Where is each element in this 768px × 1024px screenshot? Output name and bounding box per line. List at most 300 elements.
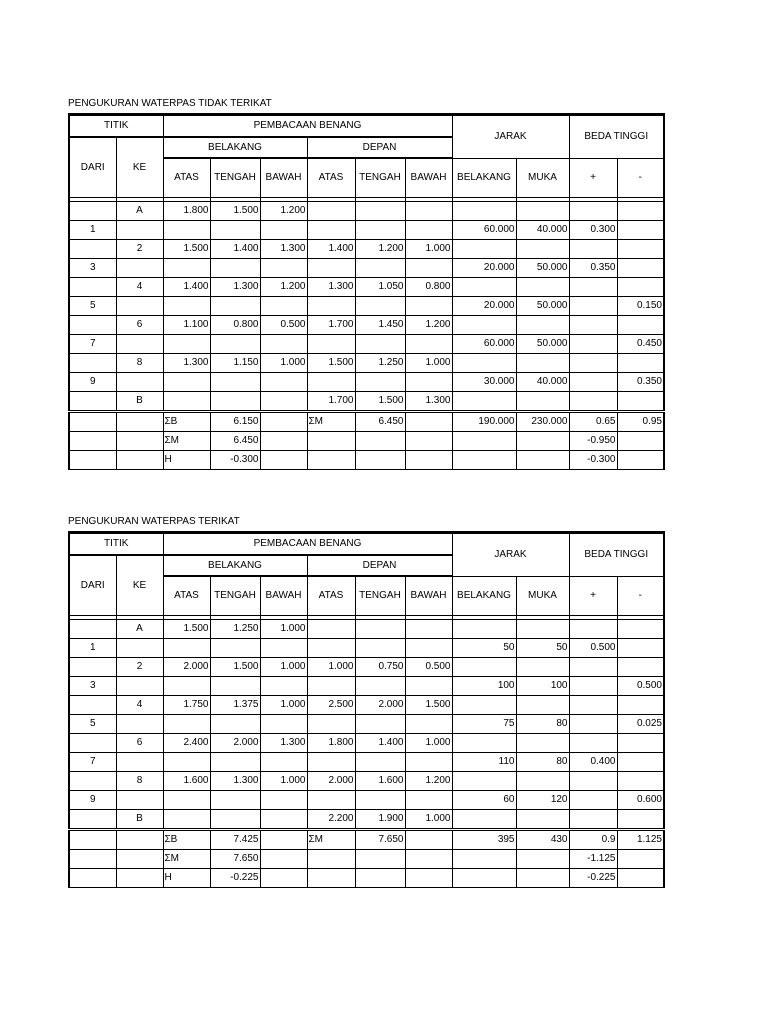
table-title: PENGUKURAN WATERPAS TIDAK TERIKAT xyxy=(68,98,272,109)
cell-beda-minus: 0.025 xyxy=(617,715,664,734)
summary-cell-dari xyxy=(69,850,116,869)
table-row xyxy=(69,335,664,354)
summary-cell-ke xyxy=(116,850,163,869)
cell-belakang-atas xyxy=(163,791,210,810)
summary-cell-ke xyxy=(116,432,163,451)
summary-cell-belakang-bawah xyxy=(260,869,307,888)
cell-jarak-muka xyxy=(516,240,569,259)
cell-dari: 7 xyxy=(69,753,116,772)
cell-belakang-atas xyxy=(163,392,210,412)
cell-depan-tengah xyxy=(355,639,405,658)
header-jarak-belakang: BELAKANG xyxy=(452,158,516,198)
cell-jarak-belakang xyxy=(452,316,516,335)
cell-depan-bawah: 1.000 xyxy=(405,354,452,373)
cell-beda-minus xyxy=(617,734,664,753)
cell-depan-atas: 1.800 xyxy=(307,734,355,753)
cell-depan-atas xyxy=(307,259,355,278)
cell-ke xyxy=(116,677,163,696)
cell-jarak-muka: 40.000 xyxy=(516,221,569,240)
cell-belakang-bawah xyxy=(260,791,307,810)
cell-beda-plus xyxy=(569,791,617,810)
summary-cell-depan-atas: ΣM xyxy=(307,830,355,850)
cell-belakang-tengah: 1.250 xyxy=(210,620,260,639)
cell-dari: 9 xyxy=(69,791,116,810)
cell-dari xyxy=(69,620,116,639)
header-belakang-tengah: TENGAH xyxy=(210,158,260,198)
table-row xyxy=(69,620,664,639)
header-ke: KE xyxy=(116,137,163,198)
table-title: PENGUKURAN WATERPAS TERIKAT xyxy=(68,516,240,527)
summary-cell-belakang-atas: ΣB xyxy=(163,830,210,850)
cell-beda-plus xyxy=(569,202,617,221)
summary-cell-depan-tengah: 6.450 xyxy=(355,412,405,432)
cell-belakang-bawah: 1.000 xyxy=(260,658,307,677)
summary-row xyxy=(69,432,664,451)
summary-cell-belakang-tengah: 7.650 xyxy=(210,850,260,869)
header-depan-tengah: TENGAH xyxy=(355,576,405,616)
cell-dari: 9 xyxy=(69,373,116,392)
cell-depan-tengah xyxy=(355,259,405,278)
cell-belakang-tengah xyxy=(210,373,260,392)
cell-depan-bawah: 1.200 xyxy=(405,772,452,791)
cell-jarak-belakang xyxy=(452,696,516,715)
cell-belakang-tengah xyxy=(210,810,260,830)
cell-depan-tengah: 1.050 xyxy=(355,278,405,297)
summary-cell-beda-plus: -1.125 xyxy=(569,850,617,869)
cell-depan-bawah xyxy=(405,791,452,810)
cell-belakang-bawah: 1.000 xyxy=(260,620,307,639)
summary-cell-belakang-tengah: -0.300 xyxy=(210,451,260,470)
cell-depan-atas: 1.300 xyxy=(307,278,355,297)
cell-depan-bawah: 1.000 xyxy=(405,240,452,259)
header-titik: TITIK xyxy=(69,115,163,138)
cell-depan-atas xyxy=(307,715,355,734)
cell-belakang-bawah: 1.000 xyxy=(260,696,307,715)
cell-jarak-belakang: 30.000 xyxy=(452,373,516,392)
cell-depan-tengah xyxy=(355,677,405,696)
summary-cell-depan-atas xyxy=(307,869,355,888)
cell-jarak-muka xyxy=(516,734,569,753)
cell-jarak-belakang xyxy=(452,278,516,297)
cell-belakang-tengah: 1.500 xyxy=(210,658,260,677)
cell-jarak-belakang: 20.000 xyxy=(452,297,516,316)
cell-depan-bawah xyxy=(405,202,452,221)
cell-beda-plus xyxy=(569,373,617,392)
cell-depan-bawah xyxy=(405,335,452,354)
table-row xyxy=(69,259,664,278)
header-depan-bawah: BAWAH xyxy=(405,576,452,616)
cell-belakang-tengah: 1.500 xyxy=(210,202,260,221)
summary-cell-beda-plus: 0.9 xyxy=(569,830,617,850)
cell-dari xyxy=(69,734,116,753)
cell-depan-bawah xyxy=(405,620,452,639)
cell-beda-minus xyxy=(617,354,664,373)
cell-jarak-belakang xyxy=(452,354,516,373)
summary-cell-belakang-tengah: 6.450 xyxy=(210,432,260,451)
cell-jarak-muka xyxy=(516,202,569,221)
cell-jarak-muka: 80 xyxy=(516,715,569,734)
cell-ke: 6 xyxy=(116,316,163,335)
cell-depan-atas xyxy=(307,335,355,354)
cell-depan-atas: 2.000 xyxy=(307,772,355,791)
cell-beda-plus xyxy=(569,677,617,696)
summary-cell-ke xyxy=(116,451,163,470)
cell-jarak-muka xyxy=(516,658,569,677)
cell-dari xyxy=(69,810,116,830)
cell-jarak-belakang: 75 xyxy=(452,715,516,734)
survey-table xyxy=(68,113,665,470)
cell-jarak-muka xyxy=(516,354,569,373)
header-beda-tinggi: BEDA TINGGI xyxy=(569,533,664,577)
cell-belakang-bawah xyxy=(260,297,307,316)
cell-ke xyxy=(116,753,163,772)
cell-depan-tengah xyxy=(355,715,405,734)
summary-cell-beda-minus xyxy=(617,850,664,869)
summary-cell-belakang-bawah xyxy=(260,451,307,470)
summary-cell-beda-plus: -0.300 xyxy=(569,451,617,470)
cell-beda-plus xyxy=(569,696,617,715)
cell-ke: B xyxy=(116,810,163,830)
cell-depan-bawah xyxy=(405,677,452,696)
cell-dari xyxy=(69,354,116,373)
cell-belakang-tengah: 0.800 xyxy=(210,316,260,335)
table-row xyxy=(69,297,664,316)
cell-beda-plus xyxy=(569,297,617,316)
cell-beda-plus xyxy=(569,392,617,412)
cell-ke xyxy=(116,259,163,278)
table-row xyxy=(69,278,664,297)
cell-ke xyxy=(116,221,163,240)
cell-depan-atas: 1.700 xyxy=(307,316,355,335)
cell-ke: A xyxy=(116,202,163,221)
cell-depan-atas: 1.400 xyxy=(307,240,355,259)
table-row xyxy=(69,373,664,392)
cell-depan-bawah: 0.800 xyxy=(405,278,452,297)
summary-cell-belakang-atas: H xyxy=(163,869,210,888)
cell-belakang-bawah xyxy=(260,639,307,658)
header-dari: DARI xyxy=(69,137,116,198)
table-row xyxy=(69,791,664,810)
cell-belakang-tengah xyxy=(210,221,260,240)
summary-cell-ke xyxy=(116,830,163,850)
cell-belakang-tengah xyxy=(210,297,260,316)
survey-table xyxy=(68,531,665,888)
cell-depan-atas: 2.500 xyxy=(307,696,355,715)
cell-belakang-atas: 1.300 xyxy=(163,354,210,373)
cell-jarak-muka xyxy=(516,810,569,830)
cell-beda-minus xyxy=(617,202,664,221)
cell-dari: 1 xyxy=(69,639,116,658)
cell-beda-plus xyxy=(569,658,617,677)
header-belakang-atas: ATAS xyxy=(163,158,210,198)
summary-cell-belakang-bawah xyxy=(260,432,307,451)
table-row xyxy=(69,354,664,373)
cell-belakang-atas: 2.400 xyxy=(163,734,210,753)
cell-jarak-muka: 120 xyxy=(516,791,569,810)
summary-cell-depan-atas xyxy=(307,850,355,869)
cell-belakang-tengah xyxy=(210,753,260,772)
summary-cell-depan-tengah xyxy=(355,850,405,869)
header-belakang-tengah: TENGAH xyxy=(210,576,260,616)
table-row xyxy=(69,715,664,734)
cell-jarak-belakang xyxy=(452,658,516,677)
cell-jarak-belakang: 60 xyxy=(452,791,516,810)
summary-cell-jarak-belakang xyxy=(452,451,516,470)
table-row xyxy=(69,753,664,772)
cell-belakang-bawah xyxy=(260,335,307,354)
cell-beda-minus xyxy=(617,278,664,297)
summary-cell-belakang-tengah: 6.150 xyxy=(210,412,260,432)
header-belakang-bawah: BAWAH xyxy=(260,158,307,198)
cell-depan-atas xyxy=(307,620,355,639)
summary-cell-depan-bawah xyxy=(405,850,452,869)
cell-beda-minus xyxy=(617,696,664,715)
cell-belakang-tengah xyxy=(210,791,260,810)
cell-dari xyxy=(69,696,116,715)
summary-cell-jarak-belakang: 395 xyxy=(452,830,516,850)
header-beda-minus: - xyxy=(617,158,664,198)
cell-ke xyxy=(116,373,163,392)
table-row xyxy=(69,696,664,715)
cell-belakang-bawah xyxy=(260,753,307,772)
cell-depan-tengah: 1.250 xyxy=(355,354,405,373)
cell-depan-atas xyxy=(307,677,355,696)
cell-depan-atas xyxy=(307,753,355,772)
cell-beda-minus xyxy=(617,639,664,658)
summary-cell-jarak-muka xyxy=(516,451,569,470)
cell-beda-plus xyxy=(569,316,617,335)
table-row xyxy=(69,316,664,335)
cell-jarak-belakang xyxy=(452,240,516,259)
cell-dari xyxy=(69,658,116,677)
cell-depan-atas xyxy=(307,202,355,221)
cell-jarak-belakang xyxy=(452,392,516,412)
table-row xyxy=(69,392,664,412)
header-pembacaan-benang: PEMBACAAN BENANG xyxy=(163,533,452,556)
cell-depan-bawah xyxy=(405,373,452,392)
header-jarak-muka: MUKA xyxy=(516,158,569,198)
summary-cell-depan-bawah xyxy=(405,451,452,470)
cell-jarak-belakang: 60.000 xyxy=(452,221,516,240)
cell-jarak-belakang: 50 xyxy=(452,639,516,658)
summary-row xyxy=(69,869,664,888)
cell-depan-tengah: 0.750 xyxy=(355,658,405,677)
cell-jarak-belakang: 60.000 xyxy=(452,335,516,354)
cell-belakang-atas: 1.500 xyxy=(163,620,210,639)
summary-cell-belakang-atas: H xyxy=(163,451,210,470)
cell-beda-minus: 0.500 xyxy=(617,677,664,696)
summary-cell-jarak-muka xyxy=(516,850,569,869)
cell-belakang-bawah xyxy=(260,810,307,830)
cell-dari: 5 xyxy=(69,297,116,316)
cell-beda-minus xyxy=(617,392,664,412)
cell-beda-plus xyxy=(569,335,617,354)
cell-dari xyxy=(69,240,116,259)
cell-belakang-tengah xyxy=(210,639,260,658)
cell-belakang-atas: 2.000 xyxy=(163,658,210,677)
cell-beda-plus xyxy=(569,354,617,373)
cell-belakang-bawah: 1.200 xyxy=(260,278,307,297)
summary-cell-ke xyxy=(116,412,163,432)
cell-belakang-bawah: 1.200 xyxy=(260,202,307,221)
cell-ke: 6 xyxy=(116,734,163,753)
cell-depan-atas xyxy=(307,791,355,810)
cell-belakang-bawah xyxy=(260,392,307,412)
summary-cell-dari xyxy=(69,830,116,850)
cell-belakang-bawah xyxy=(260,221,307,240)
cell-ke xyxy=(116,715,163,734)
cell-beda-minus xyxy=(617,221,664,240)
cell-beda-minus xyxy=(617,620,664,639)
header-belakang-bawah: BAWAH xyxy=(260,576,307,616)
cell-belakang-tengah xyxy=(210,677,260,696)
header-jarak: JARAK xyxy=(452,533,569,577)
cell-jarak-muka: 100 xyxy=(516,677,569,696)
cell-belakang-tengah: 1.150 xyxy=(210,354,260,373)
summary-cell-belakang-bawah xyxy=(260,850,307,869)
cell-dari xyxy=(69,772,116,791)
cell-beda-plus xyxy=(569,715,617,734)
summary-cell-dari xyxy=(69,451,116,470)
cell-ke: 4 xyxy=(116,278,163,297)
header-jarak-belakang: BELAKANG xyxy=(452,576,516,616)
summary-cell-jarak-muka xyxy=(516,432,569,451)
cell-beda-minus xyxy=(617,658,664,677)
table-row xyxy=(69,240,664,259)
header-beda-minus: - xyxy=(617,576,664,616)
cell-jarak-muka xyxy=(516,278,569,297)
cell-jarak-muka: 40.000 xyxy=(516,373,569,392)
cell-depan-atas: 2.200 xyxy=(307,810,355,830)
header-belakang-atas: ATAS xyxy=(163,576,210,616)
cell-ke xyxy=(116,297,163,316)
cell-depan-atas: 1.700 xyxy=(307,392,355,412)
cell-beda-plus: 0.500 xyxy=(569,639,617,658)
cell-jarak-belakang: 20.000 xyxy=(452,259,516,278)
cell-ke: 2 xyxy=(116,240,163,259)
header-ke: KE xyxy=(116,555,163,616)
cell-dari: 7 xyxy=(69,335,116,354)
cell-beda-plus: 0.350 xyxy=(569,259,617,278)
summary-cell-beda-minus xyxy=(617,432,664,451)
cell-jarak-muka: 50.000 xyxy=(516,297,569,316)
cell-depan-bawah: 1.500 xyxy=(405,696,452,715)
summary-cell-jarak-belakang: 190.000 xyxy=(452,412,516,432)
header-depan-bawah: BAWAH xyxy=(405,158,452,198)
cell-depan-bawah xyxy=(405,639,452,658)
table-row xyxy=(69,639,664,658)
header-beda-tinggi: BEDA TINGGI xyxy=(569,115,664,159)
cell-beda-minus xyxy=(617,810,664,830)
cell-dari xyxy=(69,278,116,297)
cell-dari: 5 xyxy=(69,715,116,734)
cell-belakang-bawah: 1.000 xyxy=(260,772,307,791)
summary-row xyxy=(69,451,664,470)
summary-cell-dari xyxy=(69,869,116,888)
cell-jarak-muka xyxy=(516,696,569,715)
cell-belakang-atas: 1.400 xyxy=(163,278,210,297)
header-depan: DEPAN xyxy=(307,555,452,576)
cell-beda-plus xyxy=(569,810,617,830)
header-depan-atas: ATAS xyxy=(307,576,355,616)
cell-belakang-bawah xyxy=(260,677,307,696)
summary-cell-jarak-belakang xyxy=(452,432,516,451)
cell-depan-bawah: 1.000 xyxy=(405,810,452,830)
cell-belakang-tengah xyxy=(210,259,260,278)
cell-depan-bawah: 1.000 xyxy=(405,734,452,753)
header-belakang: BELAKANG xyxy=(163,555,307,576)
cell-belakang-bawah: 1.300 xyxy=(260,734,307,753)
table-row xyxy=(69,202,664,221)
table-row xyxy=(69,658,664,677)
cell-dari: 3 xyxy=(69,677,116,696)
cell-jarak-belakang xyxy=(452,620,516,639)
summary-cell-depan-bawah xyxy=(405,412,452,432)
cell-depan-tengah xyxy=(355,791,405,810)
summary-cell-belakang-tengah: 7.425 xyxy=(210,830,260,850)
cell-depan-atas xyxy=(307,373,355,392)
summary-cell-depan-bawah xyxy=(405,869,452,888)
cell-ke: 8 xyxy=(116,772,163,791)
cell-belakang-atas xyxy=(163,259,210,278)
summary-cell-depan-bawah xyxy=(405,432,452,451)
summary-row xyxy=(69,830,664,850)
cell-ke xyxy=(116,335,163,354)
header-beda-plus: + xyxy=(569,158,617,198)
header-depan-atas: ATAS xyxy=(307,158,355,198)
cell-beda-minus xyxy=(617,240,664,259)
cell-depan-bawah: 1.200 xyxy=(405,316,452,335)
header-beda-plus: + xyxy=(569,576,617,616)
summary-cell-depan-tengah: 7.650 xyxy=(355,830,405,850)
cell-beda-minus: 0.600 xyxy=(617,791,664,810)
cell-dari xyxy=(69,316,116,335)
cell-jarak-belakang xyxy=(452,734,516,753)
cell-jarak-muka: 80 xyxy=(516,753,569,772)
summary-cell-beda-minus: 1.125 xyxy=(617,830,664,850)
cell-belakang-bawah xyxy=(260,373,307,392)
cell-belakang-atas xyxy=(163,677,210,696)
summary-cell-depan-tengah xyxy=(355,451,405,470)
cell-depan-tengah xyxy=(355,753,405,772)
cell-belakang-atas: 1.100 xyxy=(163,316,210,335)
cell-jarak-belakang: 110 xyxy=(452,753,516,772)
cell-jarak-belakang xyxy=(452,810,516,830)
cell-depan-tengah: 2.000 xyxy=(355,696,405,715)
summary-cell-beda-plus: -0.950 xyxy=(569,432,617,451)
cell-belakang-atas xyxy=(163,373,210,392)
summary-cell-depan-atas xyxy=(307,451,355,470)
cell-dari: 3 xyxy=(69,259,116,278)
cell-belakang-atas: 1.750 xyxy=(163,696,210,715)
header-depan: DEPAN xyxy=(307,137,452,158)
table-row xyxy=(69,677,664,696)
summary-cell-depan-atas: ΣM xyxy=(307,412,355,432)
cell-depan-bawah xyxy=(405,259,452,278)
summary-cell-belakang-tengah: -0.225 xyxy=(210,869,260,888)
cell-depan-tengah: 1.450 xyxy=(355,316,405,335)
cell-belakang-tengah xyxy=(210,715,260,734)
summary-cell-depan-bawah xyxy=(405,830,452,850)
cell-jarak-belakang xyxy=(452,202,516,221)
cell-jarak-muka: 50.000 xyxy=(516,335,569,354)
cell-ke: B xyxy=(116,392,163,412)
summary-cell-beda-minus: 0.95 xyxy=(617,412,664,432)
summary-cell-jarak-belakang xyxy=(452,850,516,869)
summary-cell-belakang-bawah xyxy=(260,412,307,432)
cell-belakang-tengah: 2.000 xyxy=(210,734,260,753)
summary-cell-ke xyxy=(116,869,163,888)
